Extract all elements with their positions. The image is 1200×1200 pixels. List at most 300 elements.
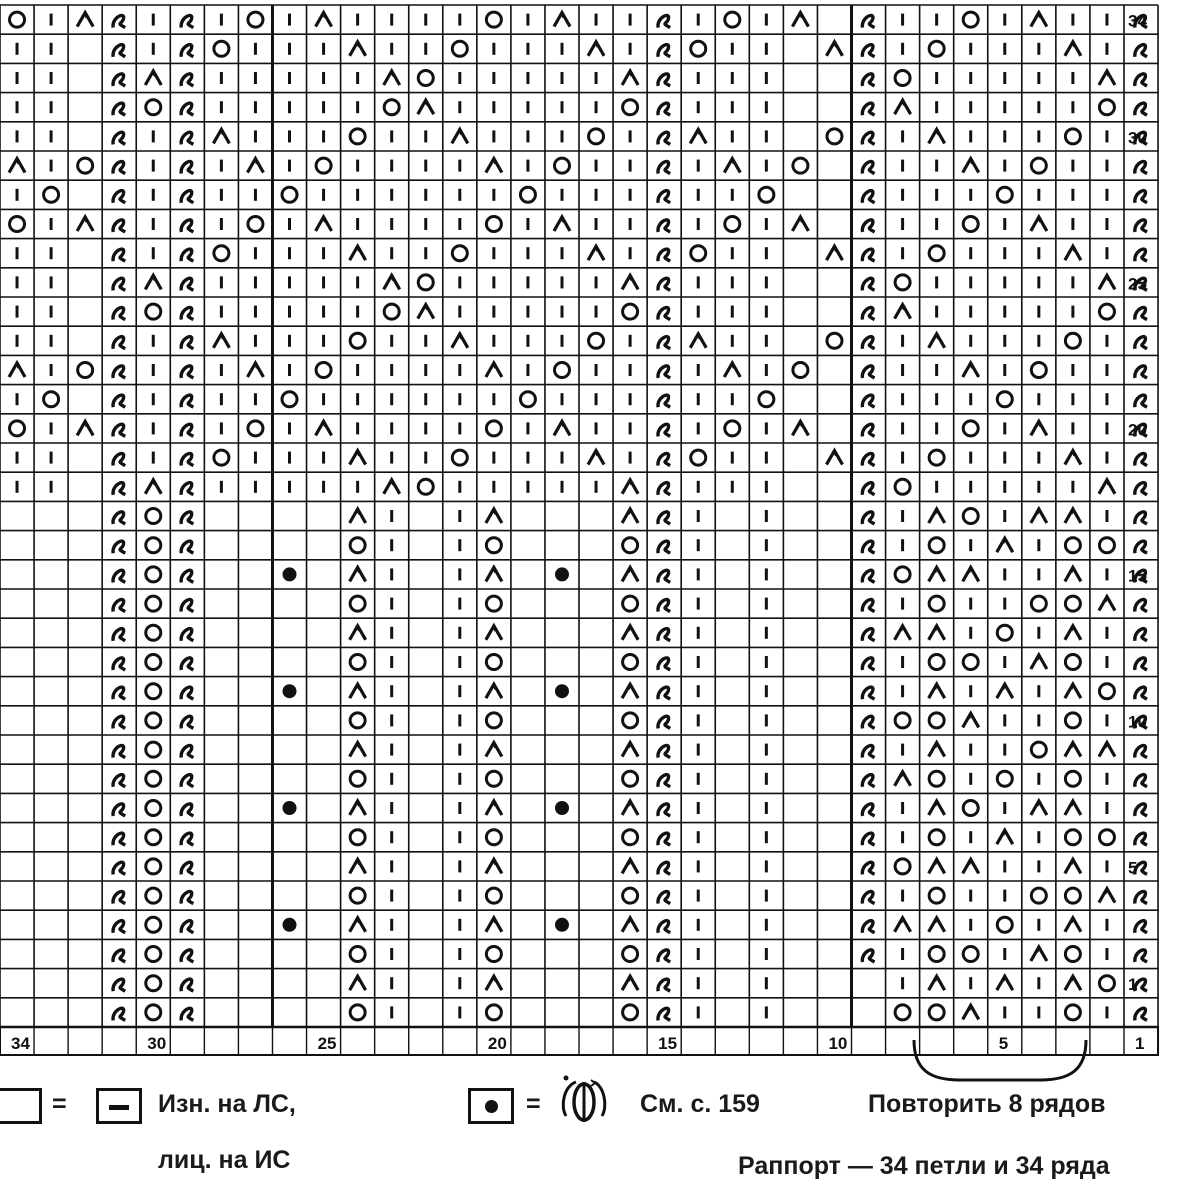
twisted-stitch-mark (862, 15, 874, 27)
twisted-stitch-mark (113, 570, 125, 582)
yarn-over-mark (929, 450, 944, 465)
twisted-stitch-mark (113, 658, 125, 670)
twisted-stitch-mark (113, 716, 125, 728)
twisted-stitch-mark (113, 979, 125, 991)
purl-dash-icon (109, 1105, 129, 1110)
twisted-stitch-mark (113, 921, 125, 933)
yarn-over-mark (418, 71, 433, 86)
decrease-mark (486, 363, 502, 377)
yarn-over-mark (554, 158, 569, 173)
decrease-mark (1065, 567, 1081, 581)
yarn-over-mark (248, 421, 263, 436)
twisted-stitch-mark (113, 103, 125, 115)
decrease-mark (929, 626, 945, 640)
decrease-mark (384, 480, 400, 494)
col-label: 15 (658, 1034, 678, 1053)
twisted-stitch-mark (1135, 950, 1147, 962)
decrease-mark (145, 71, 161, 85)
decrease-mark (929, 509, 945, 523)
yarn-over-mark (146, 947, 161, 962)
yarn-over-mark (997, 187, 1012, 202)
twisted-stitch-mark (862, 775, 874, 787)
decrease-mark (622, 976, 638, 990)
yarn-over-mark (1031, 158, 1046, 173)
decrease-mark (963, 567, 979, 581)
twisted-stitch-mark (181, 658, 193, 670)
yarn-over-mark (452, 41, 467, 56)
decrease-mark (929, 859, 945, 873)
col-label: 25 (317, 1034, 337, 1053)
decrease-mark (1065, 743, 1081, 757)
twisted-stitch-mark (658, 132, 670, 144)
twisted-stitch-mark (113, 891, 125, 903)
decrease-mark (622, 626, 638, 640)
decrease-mark (1031, 217, 1047, 231)
yarn-over-mark (623, 713, 638, 728)
twisted-stitch-mark (113, 453, 125, 465)
decrease-mark (350, 509, 366, 523)
yarn-over-mark (10, 421, 25, 436)
twisted-stitch-mark (658, 366, 670, 378)
twisted-stitch-mark (113, 804, 125, 816)
twisted-stitch-mark (181, 891, 193, 903)
decrease-mark (316, 13, 332, 27)
yarn-over-mark (895, 713, 910, 728)
decrease-mark (1031, 655, 1047, 669)
yarn-over-mark (1031, 363, 1046, 378)
twisted-stitch-mark (1135, 1008, 1147, 1020)
yarn-over-mark (827, 129, 842, 144)
twisted-stitch-mark (658, 891, 670, 903)
twisted-stitch-mark (862, 833, 874, 845)
yarn-over-mark (282, 392, 297, 407)
yarn-over-mark (1065, 596, 1080, 611)
twisted-stitch-mark (658, 775, 670, 787)
twisted-stitch-mark (181, 541, 193, 553)
yarn-over-mark (963, 12, 978, 27)
yarn-over-mark (316, 363, 331, 378)
twisted-stitch-mark (1135, 74, 1147, 86)
decrease-mark (963, 859, 979, 873)
decrease-mark (622, 859, 638, 873)
yarn-over-mark (78, 158, 93, 173)
legend-equals-2: = (526, 1090, 541, 1118)
decrease-mark (554, 217, 570, 231)
twisted-stitch-mark (862, 307, 874, 319)
decrease-mark (554, 421, 570, 435)
decrease-mark (1031, 421, 1047, 435)
yarn-over-mark (146, 976, 161, 991)
yarn-over-mark (146, 567, 161, 582)
twisted-stitch-mark (1135, 191, 1147, 203)
twisted-stitch-mark (862, 804, 874, 816)
decrease-mark (1065, 801, 1081, 815)
yarn-over-mark (827, 333, 842, 348)
decrease-mark (452, 334, 468, 348)
decrease-mark (792, 217, 808, 231)
yarn-over-mark (929, 830, 944, 845)
row-label: 30 (1128, 128, 1147, 148)
twisted-stitch-mark (181, 921, 193, 933)
yarn-over-mark (486, 421, 501, 436)
yarn-over-mark (997, 625, 1012, 640)
yarn-over-mark (486, 888, 501, 903)
twisted-stitch-mark (862, 132, 874, 144)
twisted-stitch-mark (181, 862, 193, 874)
decrease-mark (929, 567, 945, 581)
decrease-mark (1065, 451, 1081, 465)
twisted-stitch-mark (658, 599, 670, 611)
yarn-over-mark (1099, 976, 1114, 991)
yarn-over-mark (895, 275, 910, 290)
decrease-mark (418, 100, 434, 114)
yarn-over-mark (929, 246, 944, 261)
decrease-mark (622, 480, 638, 494)
twisted-stitch-mark (862, 453, 874, 465)
twisted-stitch-mark (113, 191, 125, 203)
decrease-mark (724, 159, 740, 173)
yarn-over-mark (1031, 888, 1046, 903)
yarn-over-mark (929, 713, 944, 728)
yarn-over-mark (623, 596, 638, 611)
twisted-stitch-mark (658, 220, 670, 232)
yarn-over-mark (1065, 333, 1080, 348)
twisted-stitch-mark (181, 161, 193, 173)
yarn-over-mark (486, 1005, 501, 1020)
twisted-stitch-mark (181, 716, 193, 728)
twisted-stitch-mark (862, 249, 874, 261)
yarn-over-mark (1099, 830, 1114, 845)
yarn-over-mark (1031, 742, 1046, 757)
decrease-mark (384, 71, 400, 85)
decrease-mark (1065, 976, 1081, 990)
col-label: 10 (828, 1034, 848, 1053)
twisted-stitch-mark (1135, 833, 1147, 845)
yarn-over-mark (793, 158, 808, 173)
twisted-stitch-mark (1135, 921, 1147, 933)
yarn-over-mark (589, 129, 604, 144)
yarn-over-mark (350, 947, 365, 962)
decrease-mark (622, 684, 638, 698)
twisted-stitch-mark (181, 220, 193, 232)
twisted-stitch-mark (658, 862, 670, 874)
yarn-over-mark (929, 41, 944, 56)
decrease-mark (963, 1005, 979, 1019)
yarn-over-mark (146, 596, 161, 611)
yarn-over-mark (1065, 129, 1080, 144)
twisted-stitch-mark (658, 395, 670, 407)
twisted-stitch-mark (862, 278, 874, 290)
decrease-mark (350, 684, 366, 698)
decrease-mark (77, 13, 93, 27)
yarn-over-mark (146, 830, 161, 845)
yarn-over-mark (759, 392, 774, 407)
twisted-stitch-mark (113, 249, 125, 261)
repeat-legend-text: Повторить 8 рядов (868, 1090, 1106, 1118)
decrease-mark (486, 626, 502, 640)
decrease-mark (929, 918, 945, 932)
yarn-over-mark (963, 655, 978, 670)
yarn-over-mark (146, 625, 161, 640)
decrease-mark (486, 976, 502, 990)
twisted-stitch-mark (1135, 249, 1147, 261)
twisted-stitch-mark (862, 366, 874, 378)
yarn-over-mark (248, 217, 263, 232)
decrease-mark (9, 363, 25, 377)
yarn-over-mark (350, 771, 365, 786)
twisted-stitch-mark (1135, 220, 1147, 232)
yarn-over-mark (793, 363, 808, 378)
yarn-over-mark (1065, 830, 1080, 845)
yarn-over-mark (146, 917, 161, 932)
decrease-mark (316, 217, 332, 231)
decrease-mark (486, 684, 502, 698)
twisted-stitch-mark (181, 1008, 193, 1020)
yarn-over-mark (520, 392, 535, 407)
purl-legend-line-2: лиц. на ИС (158, 1146, 291, 1174)
col-label: 34 (11, 1034, 30, 1053)
decrease-mark (486, 801, 502, 815)
decrease-mark (963, 713, 979, 727)
twisted-stitch-mark (862, 950, 874, 962)
twisted-stitch-mark (862, 395, 874, 407)
twisted-stitch-mark (658, 570, 670, 582)
yarn-over-mark (384, 304, 399, 319)
yarn-over-mark (146, 888, 161, 903)
twisted-stitch-mark (1135, 891, 1147, 903)
twisted-stitch-mark (862, 220, 874, 232)
twisted-stitch-mark (181, 132, 193, 144)
decrease-mark (350, 626, 366, 640)
decrease-mark (350, 976, 366, 990)
yarn-over-mark (725, 12, 740, 27)
yarn-over-mark (929, 1005, 944, 1020)
decrease-mark (1065, 626, 1081, 640)
twisted-stitch-mark (658, 541, 670, 553)
yarn-over-mark (520, 187, 535, 202)
twisted-stitch-mark (658, 745, 670, 757)
decrease-mark (247, 363, 263, 377)
decrease-mark (1099, 71, 1115, 85)
twisted-stitch-mark (862, 191, 874, 203)
decrease-mark (588, 246, 604, 260)
yarn-over-mark (350, 129, 365, 144)
yarn-over-mark (1099, 304, 1114, 319)
decrease-mark (1099, 275, 1115, 289)
decrease-mark (486, 918, 502, 932)
yarn-over-mark (691, 41, 706, 56)
yarn-over-mark (963, 947, 978, 962)
decrease-mark (418, 305, 434, 319)
twisted-stitch-mark (113, 833, 125, 845)
yarn-over-mark (623, 888, 638, 903)
twisted-stitch-mark (113, 132, 125, 144)
yarn-over-mark (725, 421, 740, 436)
chart-symbols (9, 12, 1147, 1020)
yarn-over-mark (452, 450, 467, 465)
decrease-mark (895, 100, 911, 114)
yarn-over-mark (997, 392, 1012, 407)
yarn-over-mark (486, 713, 501, 728)
yarn-over-mark (997, 917, 1012, 932)
yarn-over-mark (929, 771, 944, 786)
yarn-over-mark (146, 771, 161, 786)
bobble-mark (283, 684, 297, 698)
decrease-mark (1031, 801, 1047, 815)
yarn-over-mark (146, 859, 161, 874)
yarn-over-mark (350, 538, 365, 553)
twisted-stitch-mark (1135, 453, 1147, 465)
twisted-stitch-mark (181, 307, 193, 319)
twisted-stitch-mark (181, 15, 193, 27)
row-label: 10 (1128, 712, 1147, 732)
decrease-mark (929, 743, 945, 757)
decrease-mark (724, 363, 740, 377)
yarn-over-mark (929, 947, 944, 962)
twisted-stitch-mark (113, 395, 125, 407)
decrease-mark (1065, 246, 1081, 260)
yarn-over-mark (1065, 771, 1080, 786)
decrease-mark (1099, 480, 1115, 494)
twisted-stitch-mark (862, 862, 874, 874)
twisted-stitch-mark (181, 249, 193, 261)
twisted-stitch-mark (181, 804, 193, 816)
yarn-over-mark (589, 333, 604, 348)
col-label: 5 (998, 1034, 1009, 1053)
twisted-stitch-mark (658, 278, 670, 290)
twisted-stitch-mark (862, 599, 874, 611)
decrease-mark (350, 451, 366, 465)
twisted-stitch-mark (113, 161, 125, 173)
row-label: 15 (1128, 566, 1147, 586)
twisted-stitch-mark (181, 278, 193, 290)
twisted-stitch-mark (181, 103, 193, 115)
twisted-stitch-mark (113, 950, 125, 962)
rapport-legend-text: Раппорт — 34 петли и 34 ряда (738, 1152, 1110, 1180)
decrease-mark (350, 743, 366, 757)
twisted-stitch-mark (113, 15, 125, 27)
twisted-stitch-mark (862, 658, 874, 670)
twisted-stitch-mark (658, 833, 670, 845)
twisted-stitch-mark (658, 191, 670, 203)
twisted-stitch-mark (181, 599, 193, 611)
twisted-stitch-mark (658, 74, 670, 86)
twisted-stitch-mark (181, 453, 193, 465)
twisted-stitch-mark (1135, 804, 1147, 816)
twisted-stitch-mark (1135, 629, 1147, 641)
twisted-stitch-mark (181, 629, 193, 641)
yarn-over-mark (486, 596, 501, 611)
yarn-over-mark (350, 830, 365, 845)
yarn-over-mark (623, 100, 638, 115)
yarn-over-mark (146, 713, 161, 728)
twisted-stitch-mark (658, 950, 670, 962)
decrease-mark (145, 275, 161, 289)
twisted-stitch-mark (862, 424, 874, 436)
decrease-mark (486, 859, 502, 873)
yarn-over-mark (1099, 684, 1114, 699)
yarn-over-mark (963, 801, 978, 816)
yarn-over-mark (350, 596, 365, 611)
decrease-mark (350, 42, 366, 56)
decrease-mark (997, 538, 1013, 552)
twisted-stitch-mark (1135, 161, 1147, 173)
decrease-mark (350, 801, 366, 815)
yarn-over-mark (10, 12, 25, 27)
twisted-stitch-mark (181, 687, 193, 699)
bobble-mark (283, 801, 297, 815)
twisted-stitch-mark (181, 337, 193, 349)
decrease-mark (929, 684, 945, 698)
yarn-over-mark (623, 304, 638, 319)
decrease-mark (9, 159, 25, 173)
twisted-stitch-mark (113, 1008, 125, 1020)
yarn-over-mark (486, 830, 501, 845)
yarn-over-mark (623, 830, 638, 845)
decrease-mark (792, 13, 808, 27)
twisted-stitch-mark (1135, 687, 1147, 699)
yarn-over-mark (895, 1005, 910, 1020)
decrease-mark (1065, 509, 1081, 523)
yarn-over-mark (146, 801, 161, 816)
decrease-mark (486, 567, 502, 581)
yarn-over-mark (623, 1005, 638, 1020)
twisted-stitch-mark (658, 804, 670, 816)
twisted-stitch-mark (862, 103, 874, 115)
decrease-mark (1099, 597, 1115, 611)
decrease-mark (1099, 743, 1115, 757)
decrease-mark (384, 275, 400, 289)
decrease-mark (1031, 947, 1047, 961)
decrease-mark (792, 421, 808, 435)
twisted-stitch-mark (1135, 658, 1147, 670)
decrease-mark (1065, 42, 1081, 56)
twisted-stitch-mark (1135, 337, 1147, 349)
twisted-stitch-mark (658, 483, 670, 495)
yarn-over-mark (10, 217, 25, 232)
twisted-stitch-mark (1135, 45, 1147, 57)
twisted-stitch-mark (658, 921, 670, 933)
yarn-over-mark (486, 12, 501, 27)
twisted-stitch-mark (862, 921, 874, 933)
twisted-stitch-mark (113, 745, 125, 757)
bobble-mark (555, 567, 569, 581)
yarn-over-mark (623, 655, 638, 670)
yarn-over-mark (963, 217, 978, 232)
twisted-stitch-mark (862, 45, 874, 57)
yarn-over-mark (895, 479, 910, 494)
decrease-mark (350, 567, 366, 581)
decrease-mark (350, 246, 366, 260)
twisted-stitch-mark (658, 979, 670, 991)
bobble-mark (283, 918, 297, 932)
decrease-mark (588, 42, 604, 56)
legend-equals-1: = (52, 1090, 67, 1118)
twisted-stitch-mark (181, 424, 193, 436)
decrease-mark (486, 743, 502, 757)
decrease-mark (622, 743, 638, 757)
row-label: 34 (1128, 11, 1147, 31)
twisted-stitch-mark (1135, 307, 1147, 319)
yarn-over-mark (1065, 1005, 1080, 1020)
row-label: 5 (1128, 858, 1138, 878)
twisted-stitch-mark (658, 45, 670, 57)
decrease-mark (826, 451, 842, 465)
yarn-over-mark (759, 187, 774, 202)
twisted-stitch-mark (181, 191, 193, 203)
decrease-mark (452, 129, 468, 143)
twisted-stitch-mark (862, 337, 874, 349)
